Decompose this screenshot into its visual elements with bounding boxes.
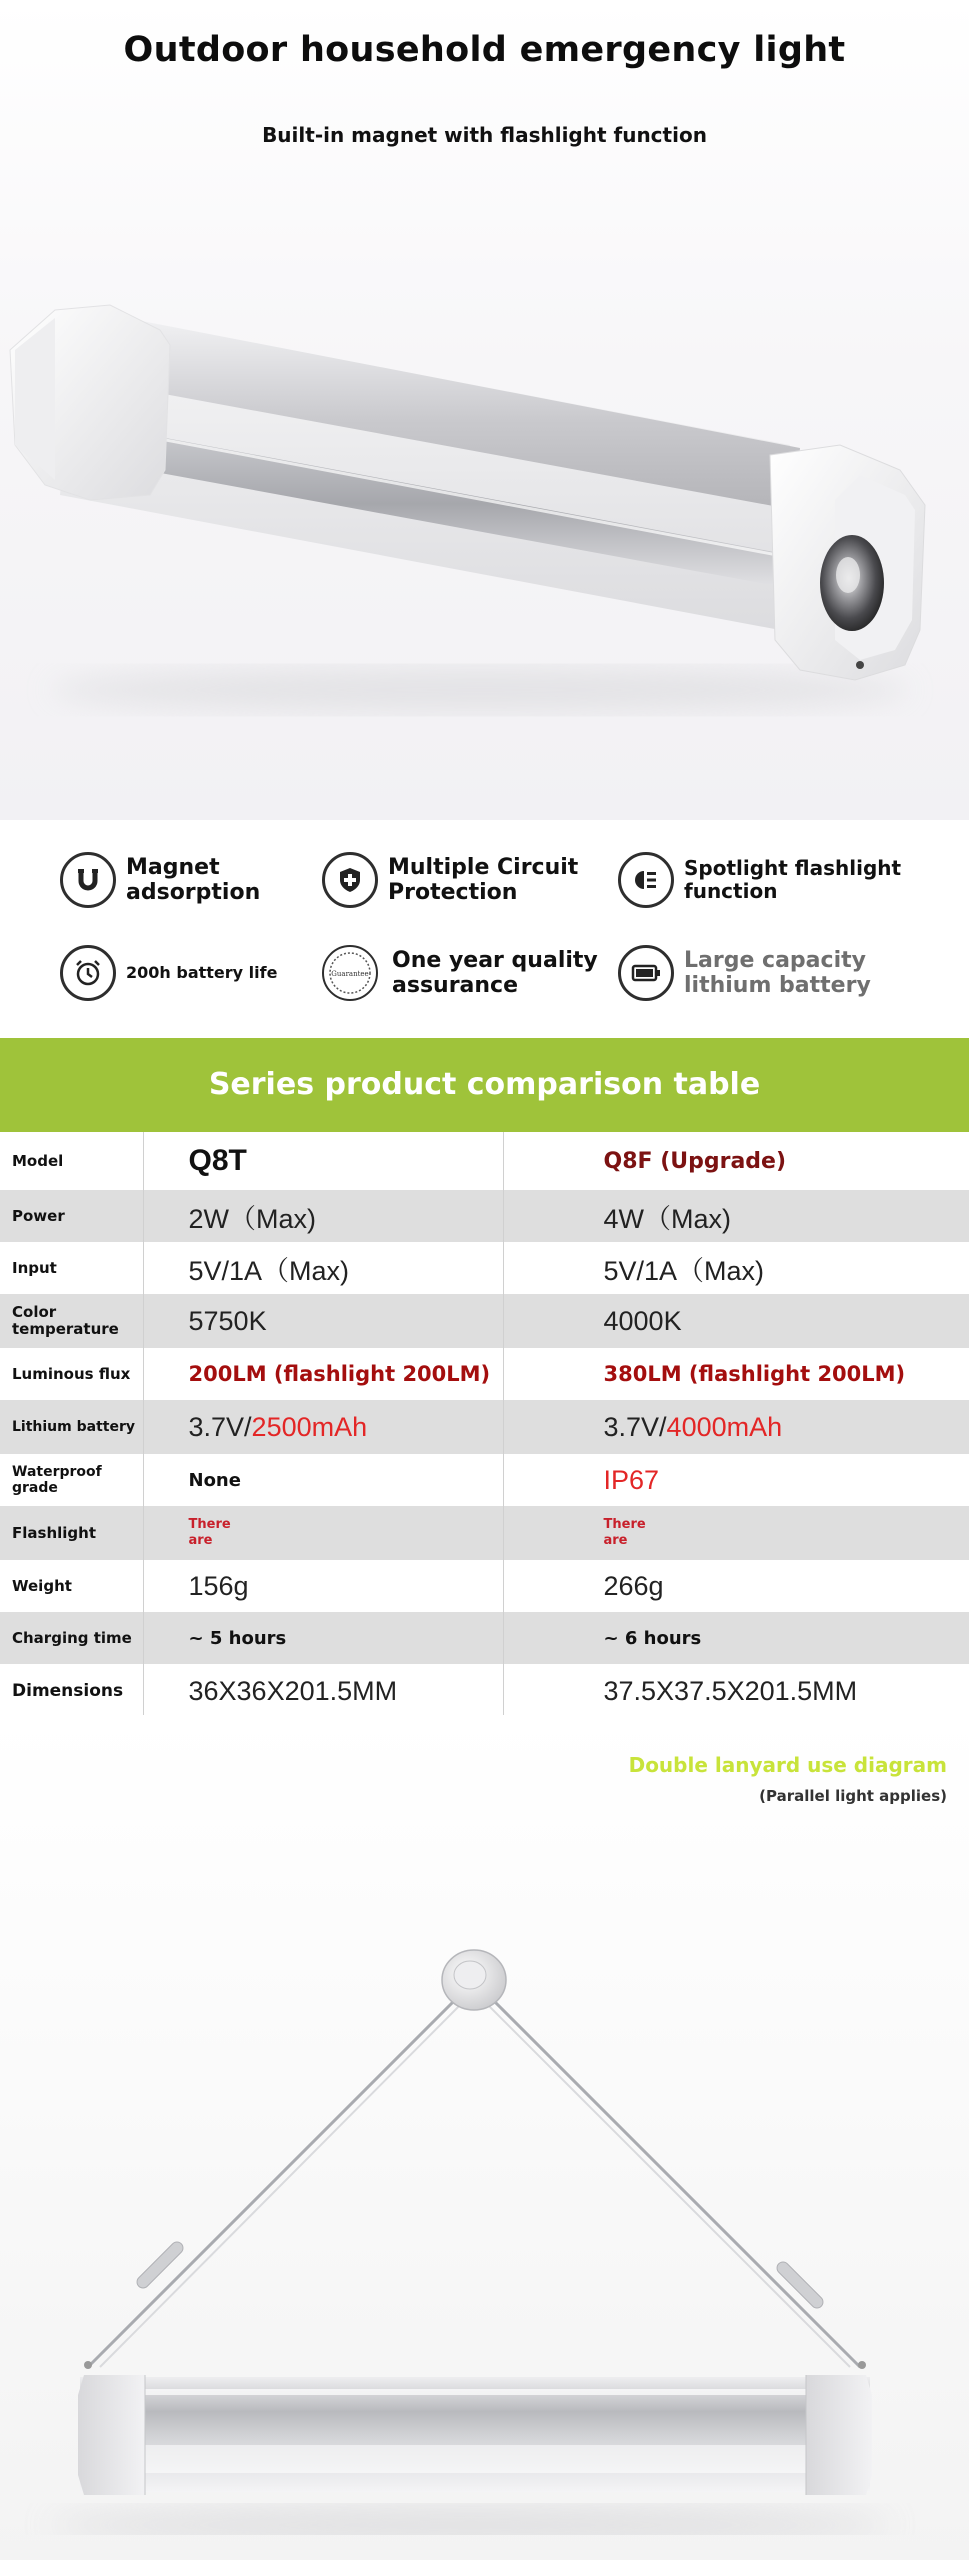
feature-quality	[322, 945, 622, 1001]
battery-icon	[618, 945, 674, 1001]
comparison-banner: Series product comparison table	[0, 1038, 969, 1132]
row-label: Color temperature	[0, 1294, 143, 1348]
feature-label: Spotlight flashlight function	[684, 856, 902, 903]
feature-label: 200h battery life	[126, 962, 278, 982]
cell-q8f: ~ 6 hours	[603, 1627, 702, 1649]
feature-lithium	[618, 945, 914, 1001]
cell-q8f: 4W（Max)	[603, 1203, 731, 1234]
row-label: Waterproof grade	[0, 1454, 143, 1506]
lanyard-title: Double lanyard use diagram	[628, 1753, 947, 1777]
magnet-icon	[60, 852, 116, 908]
table-row	[0, 1242, 969, 1294]
cell-q8t: None	[188, 1469, 241, 1491]
table-row	[0, 1348, 969, 1400]
row-label: Lithium battery	[0, 1400, 143, 1454]
row-label: Dimensions	[0, 1664, 143, 1718]
feature-spotlight	[618, 852, 944, 908]
cell-q8f-capacity: 4000mAh	[666, 1411, 783, 1442]
feature-label: One year quality assurance	[392, 947, 598, 998]
cell-q8f: Q8F (Upgrade)	[603, 1148, 787, 1174]
feature-label: Multiple Circuit Protection	[388, 854, 579, 905]
row-label: Luminous flux	[0, 1348, 143, 1400]
comparison-table	[0, 1132, 969, 1718]
feature-list	[0, 820, 969, 1040]
emergency-light-image	[0, 270, 969, 740]
cell-q8f: There are	[603, 1517, 646, 1548]
table-row	[0, 1190, 969, 1242]
guarantee-seal-text: Guarantee	[331, 970, 369, 978]
cell-q8f: 5V/1A（Max)	[603, 1255, 765, 1286]
lanyard-section	[0, 1715, 969, 2560]
row-label: Flashlight	[0, 1506, 143, 1560]
guarantee-seal-icon	[322, 945, 378, 1001]
table-row	[0, 1294, 969, 1348]
cell-q8t-capacity: 2500mAh	[251, 1411, 368, 1442]
cell-q8t-volt: 3.7V/	[188, 1411, 252, 1442]
spotlight-icon	[618, 852, 674, 908]
cell-q8t: 5V/1A（Max)	[188, 1255, 350, 1286]
cell-q8t: 156g	[188, 1570, 249, 1601]
cell-q8t: 5750K	[188, 1305, 267, 1336]
row-label: Input	[0, 1242, 143, 1294]
cell-q8f: IP67	[603, 1464, 660, 1495]
cell-q8t: ~ 5 hours	[188, 1627, 287, 1649]
cell-q8f: 4000K	[603, 1305, 682, 1336]
cell-q8f: 37.5X37.5X201.5MM	[603, 1675, 858, 1706]
table-row	[0, 1506, 969, 1560]
hero-section	[0, 0, 969, 820]
row-label: Charging time	[0, 1612, 143, 1664]
lanyard-diagram-image	[0, 1815, 969, 2535]
lanyard-subtitle: (Parallel light applies)	[759, 1787, 947, 1805]
cell-q8f-volt: 3.7V/	[603, 1411, 667, 1442]
feature-circuit	[322, 852, 608, 908]
feature-label: Large capacity lithium battery	[684, 947, 871, 998]
page-title: Outdoor household emergency light	[123, 30, 846, 70]
table-row	[0, 1560, 969, 1612]
cell-q8f: 380LM (flashlight 200LM)	[603, 1362, 906, 1386]
page-subtitle: Built-in magnet with flashlight function	[262, 123, 707, 147]
cell-q8t: 2W（Max)	[188, 1203, 316, 1234]
shield-icon	[322, 852, 378, 908]
cell-q8t: There are	[188, 1517, 231, 1548]
table-row	[0, 1612, 969, 1664]
row-label: Model	[0, 1132, 143, 1190]
table-row	[0, 1454, 969, 1506]
table-row	[0, 1664, 969, 1718]
cell-q8t: Q8T	[188, 1144, 247, 1177]
feature-label: Magnet adsorption	[126, 854, 261, 905]
feature-battery-life	[60, 945, 277, 1001]
alarm-clock-icon	[60, 945, 116, 1001]
cell-q8t: 36X36X201.5MM	[188, 1675, 398, 1706]
row-label: Power	[0, 1190, 143, 1242]
cell-q8t: 200LM (flashlight 200LM)	[188, 1362, 491, 1386]
table-row	[0, 1400, 969, 1454]
row-label: Weight	[0, 1560, 143, 1612]
table-row	[0, 1132, 969, 1190]
feature-magnet	[60, 852, 276, 908]
cell-q8f: 266g	[603, 1570, 664, 1601]
